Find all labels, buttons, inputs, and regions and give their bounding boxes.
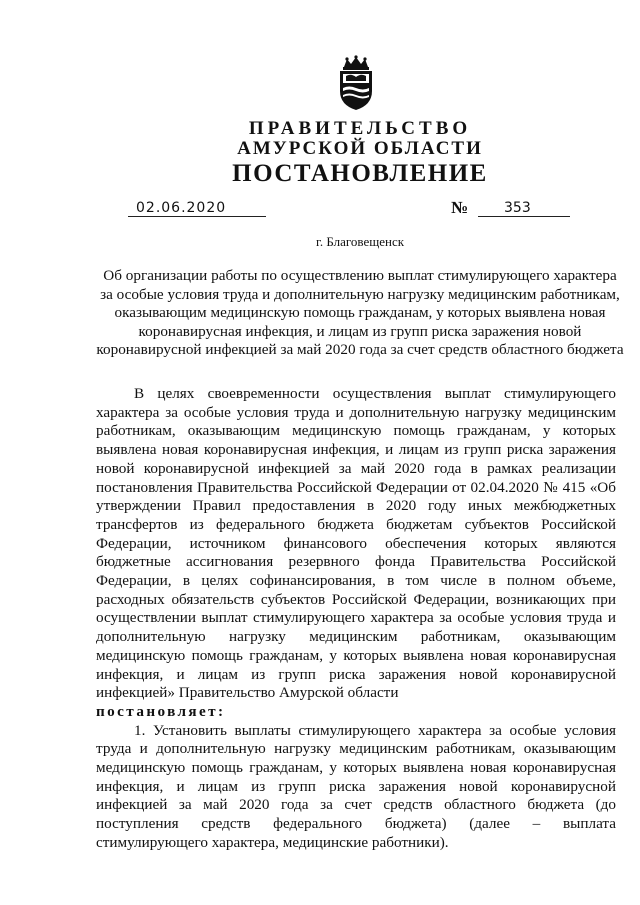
coat-of-arms-icon <box>334 55 378 111</box>
document-body <box>96 385 616 853</box>
document-type-heading: ПОСТАНОВЛЕНИЕ <box>232 160 488 187</box>
number-label: № <box>451 198 469 217</box>
document-date: 02.06.2020 <box>128 200 266 217</box>
item-1-paragraph: 1. Установить выплаты стимулирующего характера за особые условия труда и дополнительную нагрузку медицинским работникам, оказывающим медицинскую помощь гражданам, у которых выявлена новая коронавирусная инфекция, и лицам из групп риска заражения новой коронавирусной инфекцией за май 2020 года за счет средств областного бюджета (до поступления средств федерального бюджета) (далее – выплата стимулирующего характера, медицинские работники). <box>96 721 616 851</box>
city-name: г. Благовещенск <box>315 234 405 249</box>
government-name-line1: ПРАВИТЕЛЬСТВО <box>248 118 472 139</box>
preamble-paragraph: В целях своевременности осуществления выплат стимулирующего характера за особые условия труда и дополнительную нагрузку медицинским работникам, оказывающим медицинскую помощь гражданам, у которых выявлена новая коронавирусная инфекция, и лицам из групп риска заражения новой коронавирусной инфекцией за май 2020 года в рамках реализации постановления Правительства Российской Федерации от 02.04.2020 № 415 «Об утверждении Правил предоставления в 2020 году иных межбюджетных трансфертов из федерального бюджета бюджетам субъектов Российской Федерации, источником финансового обеспечения которых являются бюджетные ассигнования резервного фонда Правительства Российской Федерации, в целях софинансирования, в том числе в полном объеме, расходных обязательств субъектов Российской Федерации, возникающих при осуществлении выплат стимулирующего характера за особые условия труда и дополнительную нагрузку медицинским работникам, оказывающим медицинскую помощь гражданам, у которых выявлена новая коронавирусная инфекция, и лицам из групп риска заражения новой коронавирусной инфекцией» Правительство Амурской области <box>96 385 616 702</box>
document-title: Об организации работы по осуществлению выплат стимулирующего характера за особые условия труда и дополнительную нагрузку медицинским работникам, оказывающим медицинскую помощь гражданам, у которых выявлена новая коронавирусная инфекция, и лицам из групп риска заражения новой коронавирусной инфекцией за май 2020 года за счет средств областного бюджета <box>96 267 624 359</box>
resolves-keyword: постановляет: <box>96 702 226 720</box>
document-number: 353 <box>478 200 570 217</box>
government-name-line2: АМУРСКОЙ ОБЛАСТИ <box>237 138 483 159</box>
